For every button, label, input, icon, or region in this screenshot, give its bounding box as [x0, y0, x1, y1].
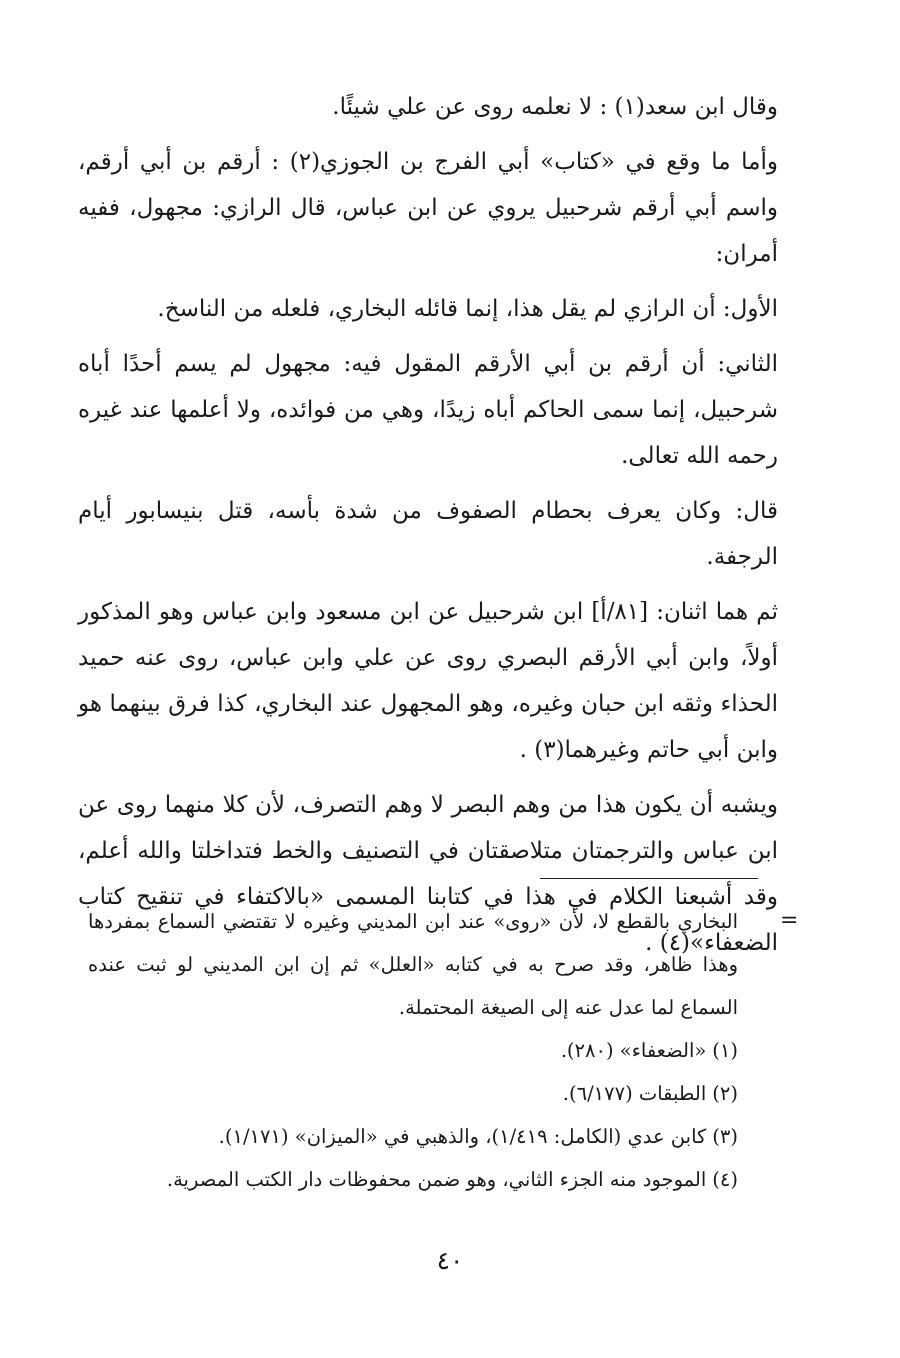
footnote-continuation-mark: = — [780, 908, 799, 933]
footnote-number: (٢) — [712, 1082, 738, 1105]
footnotes — [88, 900, 738, 1201]
paragraph-ibn-saad: وقال ابن سعد(١) : لا نعلمه روى عن علي شيئًا. — [332, 94, 778, 120]
paragraph-two-persons: ثم هما اثنان: [٨١/أ] ابن شرحبيل عن ابن مسعود وابن عباس وهو المذكور أولاً، وابن أبي الأرقم البصري روى عن علي وابن عباس، روى عنه حميد الحذاء وثقه ابن حبان وغيره، وهو المجهول عند البخاري، كذا فرق بينهما هو وابن أبي حاتم وغيرهما(٣) . — [78, 599, 778, 763]
footnote-continuation: البخاري بالقطع لا، لأن «روى» عند ابن المديني وغيره لا تقتضي السماع بمفردها وهذا ظاهر، وقد صرح به في كتابه «العلل» ثم إن ابن المديني لو ثبت عنده السماع لما عدل عنه إلى الصيغة المحتملة. — [88, 910, 738, 1019]
footnote-number: (٣) — [712, 1125, 738, 1148]
paragraph-first-point: الأول: أن الرازي لم يقل هذا، إنما قائله البخاري، فلعله من الناسخ. — [157, 296, 778, 322]
paragraph-qala: قال: وكان يعرف بحطام الصفوف من شدة بأسه، قتل بنيسابور أيام الرجفة. — [78, 498, 778, 570]
paragraph-conclusion: ويشبه أن يكون هذا من وهم البصر لا وهم التصرف، لأن كلا منهما روى عن ابن عباس والترجمتان متلاصقتان في التصنيف والخط فتداخلتا والله أعلم، وقد أشبعنا الكلام في هذا في كتابنا المسمى «بالاكتفاء في تنقيح كتاب الضعفاء»(٤) . — [78, 792, 778, 956]
footnote-text: «الضعفاء» (٢٨٠). — [560, 1039, 707, 1062]
footnote-3 — [88, 1115, 738, 1158]
footnote-4 — [88, 1158, 738, 1201]
page-number: ٤٠ — [436, 1246, 464, 1275]
footnote-separator — [540, 878, 758, 879]
footnote-number: (٤) — [712, 1168, 738, 1191]
footnote-1 — [88, 1029, 738, 1072]
footnote-text: الطبقات (٦/١٧٧). — [562, 1082, 707, 1105]
footnote-2 — [88, 1072, 738, 1115]
paragraph-second-point: الثاني: أن أرقم بن أبي الأرقم المقول فيه: مجهول لم يسم أحدًا أباه شرحبيل، إنما سمى الحاكم أباه زيدًا، وهي من فوائده، ولا أعلمها عند غيره رحمه الله تعالى. — [78, 351, 778, 469]
footnote-number: (١) — [712, 1039, 738, 1062]
footnote-text: كابن عدي (الكامل: ١/٤١٩)، والذهبي في «الميزان» (١/١٧١). — [218, 1125, 707, 1148]
footnote-text: الموجود منه الجزء الثاني، وهو ضمن محفوظات دار الكتب المصرية. — [166, 1168, 707, 1191]
paragraph-ibn-al-jawzi: وأما ما وقع في «كتاب» أبي الفرج بن الجوزي(٢) : أرقم بن أبي أرقم، واسم أبي أرقم شرحبيل يروي عن ابن عباس، قال الرازي: مجهول، ففيه أمران: — [78, 149, 778, 267]
main-text — [78, 84, 778, 975]
